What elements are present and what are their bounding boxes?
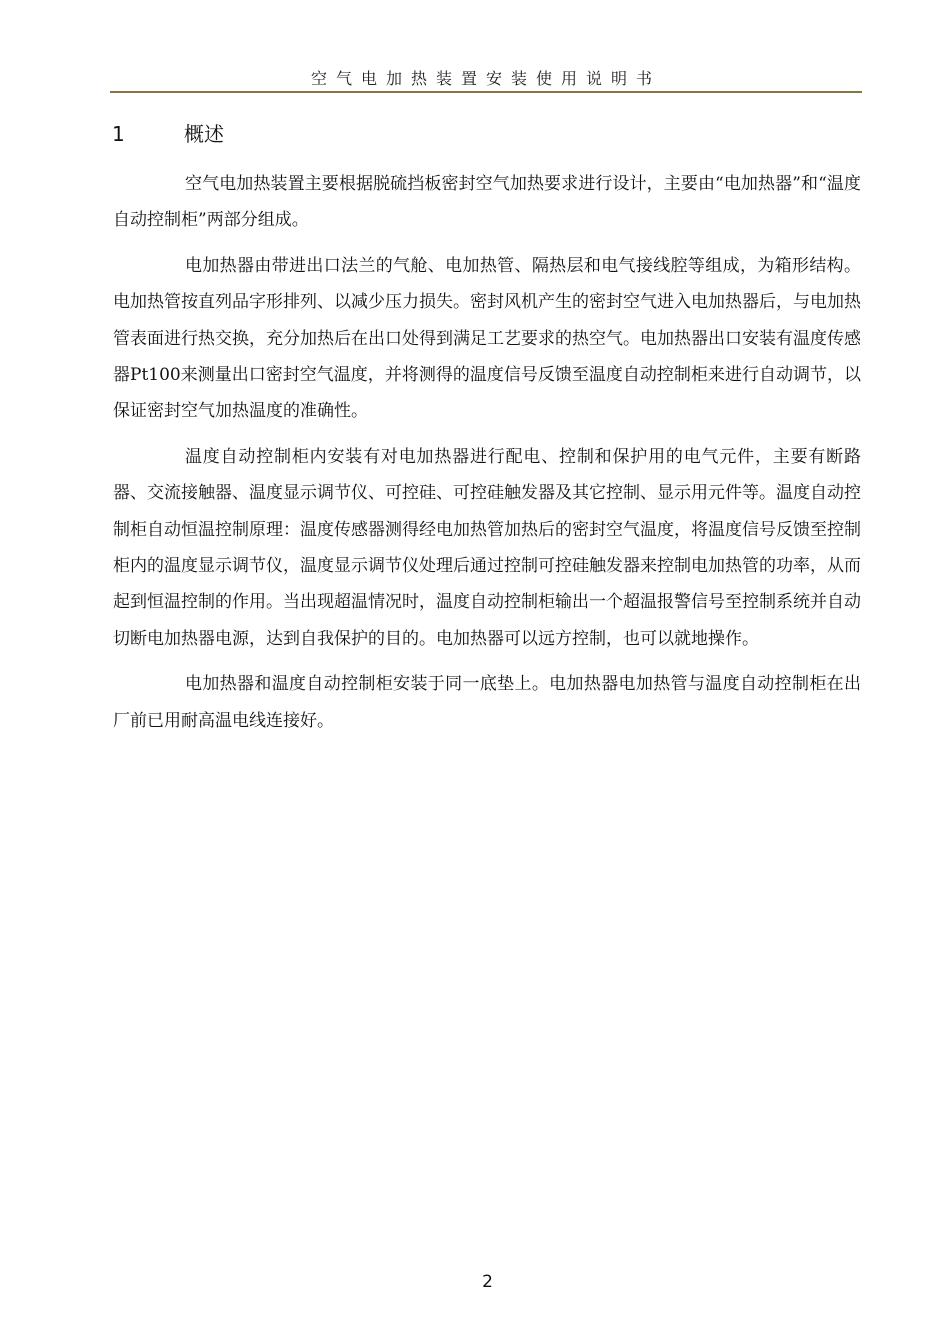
paragraph-control-cabinet: 温度自动控制柜内安装有对电加热器进行配电、控制和保护用的电气元件，主要有断路器、交流接触器、温度显示调节仪、可控硅、可控硅触发器及其它控制、显示用元件等。温度自动控制柜自动恒温控制原理：温度传感器测得经电加热管加热后的密封空气温度，将温度信号反馈至控制柜内的温度显示调节仪，温度显示调节仪处理后通过控制可控硅触发器来控制电加热管的功率，从而起到恒温控制的作用。当出现超温情况时，温度自动控制柜输出一个超温报警信号至控制系统并自动切断电加热器电源，达到自我保护的目的。电加热器可以远方控制，也可以就地操作。 bbox=[113, 446, 861, 649]
page-number: 2 bbox=[482, 1272, 493, 1292]
paragraph-installation: 电加热器和温度自动控制柜安装于同一底垫上。电加热器电加热管与温度自动控制柜在出厂前已用耐高温电线连接好。 bbox=[113, 674, 861, 731]
header-rule bbox=[110, 91, 862, 93]
paragraph-overview: 空气电加热装置主要根据脱硫挡板密封空气加热要求进行设计，主要由“电加热器”和“温度自动控制柜”两部分组成。 bbox=[113, 174, 861, 231]
section-body bbox=[113, 166, 861, 748]
section-title: 概述 bbox=[184, 122, 224, 146]
section-number: 1 bbox=[112, 122, 125, 146]
running-header-title: 空气电加热装置安装使用说明书 bbox=[310, 69, 661, 88]
section-heading bbox=[112, 118, 224, 147]
paragraph-heater: 电加热器由带进出口法兰的气舱、电加热管、隔热层和电气接线腔等组成，为箱形结构。电加热管按直列品字形排列、以减少压力损失。密封风机产生的密封空气进入电加热器后，与电加热管表面进行热交换，充分加热后在出口处得到满足工艺要求的热空气。电加热器出口安装有温度传感器Pt100来测量出口密封空气温度，并将测得的温度信号反馈至温度自动控制柜来进行自动调节，以保证密封空气加热温度的准确性。 bbox=[113, 255, 861, 422]
